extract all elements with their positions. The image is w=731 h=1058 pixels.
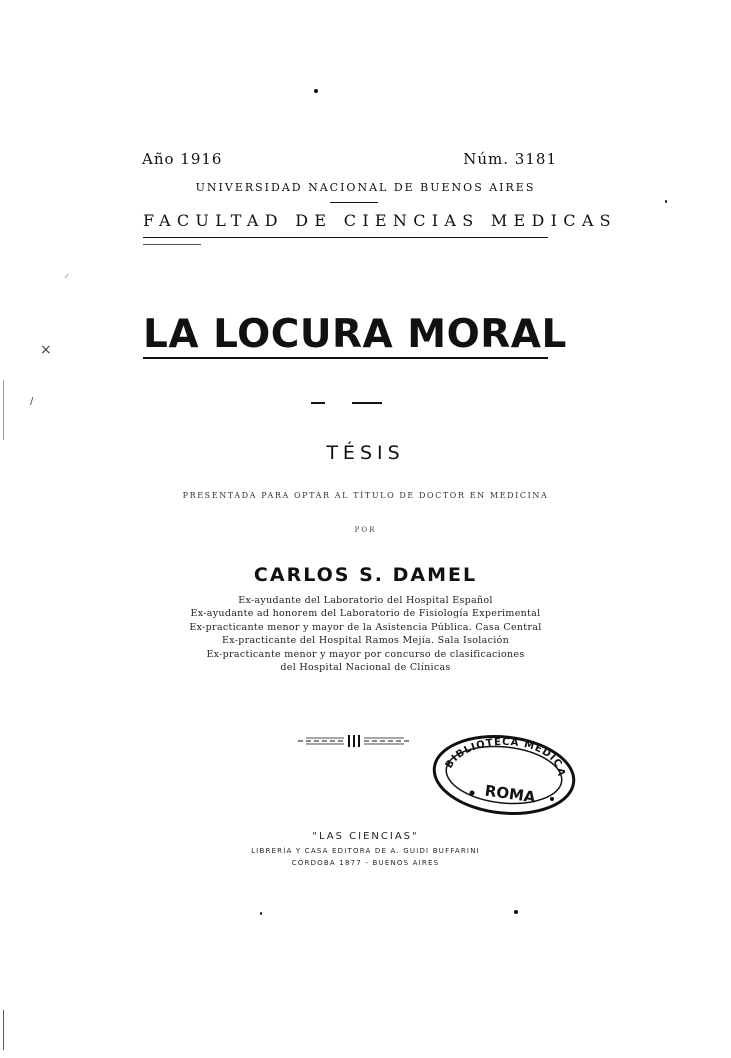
title-rule bbox=[143, 357, 548, 359]
scan-edge bbox=[3, 1010, 4, 1050]
stamp-ring-text: BIBLIOTECA MEDICA bbox=[443, 736, 567, 778]
credential-line: del Hospital Nacional de Clínicas bbox=[280, 662, 451, 674]
separator-dash-left bbox=[311, 402, 325, 404]
credential-line: Ex-practicante menor y mayor por concurso de clasificaciones bbox=[206, 648, 525, 660]
imprint bbox=[0, 829, 731, 869]
publisher-address: CÓRDOBA 1877 - BUENOS AIRES bbox=[291, 859, 440, 867]
faculty-subrule bbox=[143, 244, 201, 245]
faculty-rule bbox=[143, 237, 548, 238]
number-label: Núm. 3181 bbox=[463, 150, 557, 168]
publishing-house: LIBRERÍA Y CASA EDITORA DE A. GUIDI BUFFARINI bbox=[251, 847, 480, 855]
university-name: UNIVERSIDAD NACIONAL DE BUENOS AIRES bbox=[195, 181, 536, 194]
year-label: Año 1916 bbox=[142, 150, 223, 168]
scan-speck bbox=[260, 912, 262, 915]
credential-line: Ex-practicante menor y mayor de la Asistencia Pública. Casa Central bbox=[189, 621, 542, 633]
credential-line: Ex-practicante del Hospital Ramos Mejía. Sala Isolación bbox=[222, 635, 509, 647]
credential-line: Ex-ayudante ad honorem del Laboratorio de Fisiología Experimental bbox=[190, 608, 541, 620]
scan-speck bbox=[314, 89, 318, 93]
scan-edge bbox=[3, 380, 4, 440]
by-label: POR bbox=[354, 526, 377, 534]
scan-speck bbox=[665, 200, 667, 203]
header-line bbox=[142, 150, 557, 168]
stamp-center-text: ROMA bbox=[483, 781, 537, 807]
svg-text:BIBLIOTECA MEDICA bbox=[444, 737, 567, 778]
scan-mark: × bbox=[40, 342, 52, 358]
scan-speck bbox=[514, 910, 518, 914]
university-underline bbox=[330, 202, 378, 203]
book-title: LA LOCURA MORAL bbox=[143, 312, 567, 357]
credential-line: Ex-ayudante del Laboratorio del Hospital Español bbox=[238, 595, 493, 606]
publisher-name: "LAS CIENCIAS" bbox=[312, 831, 419, 842]
separator-dash-right bbox=[352, 402, 382, 404]
ornament-divider bbox=[296, 734, 416, 748]
faculty-name: FACULTAD DE CIENCIAS MEDICAS bbox=[143, 211, 617, 230]
scan-mark: / bbox=[30, 396, 34, 407]
thesis-label: TÉSIS bbox=[326, 442, 405, 464]
library-stamp bbox=[428, 733, 580, 817]
thesis-purpose: PRESENTADA PARA OPTAR AL TÍTULO DE DOCTOR EN MEDICINA bbox=[182, 491, 549, 500]
scan-mark: ⸝ bbox=[64, 269, 69, 280]
author-name: CARLOS S. DAMEL bbox=[253, 564, 478, 586]
author-credentials bbox=[0, 594, 731, 674]
